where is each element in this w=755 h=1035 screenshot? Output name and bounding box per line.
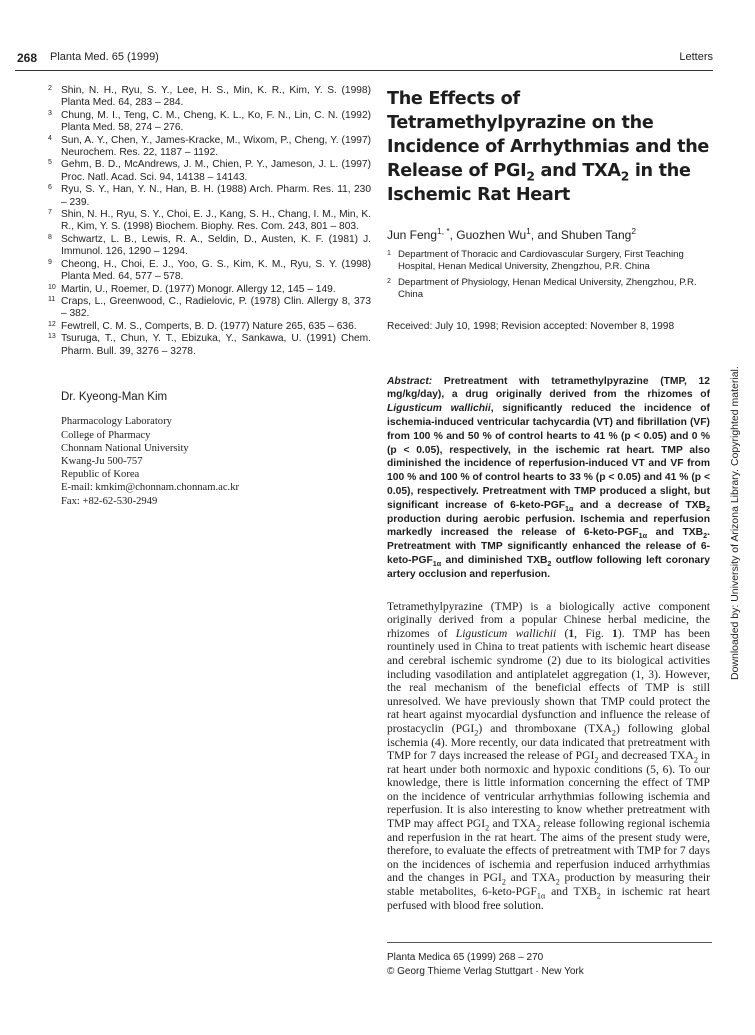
reference-item xyxy=(46,296,371,321)
fax-line: Fax: +82-62-530-2949 xyxy=(61,495,158,507)
reference-text: Gehm, B. D., McAndrews, J. M., Chien, P. Y., Jameson, J. L. (1997) Proc. Natl. Acad. Sci. 94, 14138 – 14143. xyxy=(61,159,371,183)
reference-item xyxy=(46,159,371,184)
affiliation-1: 1 Department of Thoracic and Cardiovascular Surgery, First Teaching Hospital, Henan Medical University, Zhengzhou, P.R. China xyxy=(387,249,684,273)
address-line: Republic of Korea xyxy=(61,469,140,481)
right-column xyxy=(387,85,710,912)
author-list: Jun Feng$^{1, *}$, Guozhen Wu$^1$, and Shuben Tang$^2$ xyxy=(387,226,637,242)
reference-item xyxy=(46,209,371,234)
received-dates: Received: July 10, 1998; Revision accepted: November 8, 1998 xyxy=(387,320,675,332)
header-rule xyxy=(15,70,713,71)
reference-number: 5 xyxy=(48,159,52,167)
address-line: College of Pharmacy xyxy=(61,429,151,441)
reference-number: 9 xyxy=(48,258,52,266)
reference-number: 10 xyxy=(48,283,56,291)
correspondent-name: Dr. Kyeong-Man Kim xyxy=(61,390,168,403)
reference-text: Craps, L., Greenwood, C., Radielovic, P. (1978) Clin. Allergy 8, 373 – 382. xyxy=(61,295,371,320)
section-label: Letters xyxy=(679,51,713,63)
reference-item xyxy=(46,135,371,160)
reference-number: 3 xyxy=(48,109,52,117)
reference-item xyxy=(46,234,371,259)
reference-text: Ryu, S. Y., Han, Y. N., Han, B. H. (1988) Arch. Pharm. Res. 11, 230 – 239. xyxy=(61,184,371,208)
journal-citation: Planta Med. 65 (1999) xyxy=(50,51,159,63)
abstract-label: Abstract: xyxy=(387,375,433,387)
reference-item xyxy=(46,284,371,296)
reference-text: Chung, M. I., Teng, C. M., Cheng, K. L., Ko, F. N., Lin, C. N. (1992) Planta Med. 58, 274 – 276. xyxy=(61,109,371,134)
reference-item xyxy=(46,321,371,333)
reference-number: 13 xyxy=(48,333,56,341)
reference-number: 2 xyxy=(48,85,52,92)
reference-number: 11 xyxy=(48,295,56,303)
footer-copyright: © Georg Thieme Verlag Stuttgart · New York xyxy=(387,965,584,977)
reference-text: Fewtrell, C. M. S., Comperts, B. D. (1977) Nature 265, 635 – 636. xyxy=(61,320,357,332)
reference-number: 8 xyxy=(48,233,52,241)
correspondence-address xyxy=(46,391,371,508)
running-header xyxy=(15,51,713,67)
publication-footer xyxy=(387,951,584,978)
reference-text: Schwartz, L. B., Lewis, R. A., Seldin, D., Austen, K. F. (1981) J. Immunol. 126, 1290 – 1294. xyxy=(61,233,371,258)
watermark-text: Downloaded by: University of Arizona Library. Copyrighted material. xyxy=(729,366,741,680)
reference-item xyxy=(46,184,371,209)
address-line: Pharmacology Laboratory xyxy=(61,416,172,428)
reference-number: 6 xyxy=(48,184,52,192)
reference-item xyxy=(46,110,371,135)
email-line: E-mail: kmkim@chonnam.chonnam.ac.kr xyxy=(61,482,240,494)
reference-text: Sun, A. Y., Chen, Y., James-Kracke, M., Wixom, P., Cheng, Y. (1997) Neurochem. Res. 22, 1187 – 1192. xyxy=(61,134,371,159)
reference-item xyxy=(46,259,371,284)
footer-citation: Planta Medica 65 (1999) 268 – 270 xyxy=(387,952,544,963)
abstract: Abstract: Pretreatment with tetramethylpyrazine (TMP, 12 mg/kg/day), a drug originally derived from the rhizomes of Ligusticum wallichii, significantly reduced the incidence of ischemia-induced ventricular tachycardia (VT) and fibrillation (VF) from 100 % and 50 % of control hearts to 41 % (p < 0.05) and 0 % (p < 0.05), respectively, in the ischemic rat heart. TMP also diminished the incidence of reperfusion-induced VT and VF from 100 % and 100 % of control hearts to 33 % (p < 0.05) and 41 % (p < 0.05), respectively. Pretreatment with TMP produced a slight, but significant increase of $6-keto-PGF_{1\alpha}$ and a decrease of $TXB_2$ production during aerobic perfusion. Ischemia and reperfusion markedly increased the release of $6-keto-PGF_{1\alpha}$ and $TXB_2$. Pretreatment with TMP significantly enhanced the release of $6-keto-PGF_{1\alpha}$ and diminished $TXB_2$ outflow following left coronary artery occlusion and reperfusion. xyxy=(387,375,710,580)
reference-text: Shin, N. H., Ryu, S. Y., Choi, E. J., Kang, S. H., Chang, I. M., Min, K. R., Kim, Y. S. (1998) Biochem. Biophy. Res. Com. 243, 801 – 803. xyxy=(61,209,371,233)
reference-number: 12 xyxy=(48,320,56,328)
address-line: Chonnam National University xyxy=(61,442,189,454)
reference-text: Martin, U., Roemer, D. (1977) Monogr. Allergy 12, 145 – 149. xyxy=(61,283,336,295)
reference-item xyxy=(46,85,371,110)
affiliation-2: 2 Department of Physiology, Henan Medical University, Zhengzhou, P.R. China xyxy=(387,276,697,301)
reference-text: Shin, N. H., Ryu, S. Y., Lee, H. S., Min, K. R., Kim, Y. S. (1998) Planta Med. 64, 283 – 284. xyxy=(61,85,371,109)
body-paragraph: Tetramethylpyrazine (TMP) is a biologically active component originally derived from a popular Chinese herbal medicine, the rhizomes of Ligusticum wallichii (1, Fig. 1). TMP has been rountinely used in China to treat patients with ischemic heart disease and cerebral ischemic syndrome (2) due to its biological activities including vasodilation and antiplatelet aggregation (1, 3). However, the real mechanism of the beneficial effects of TMP is still unresolved. We have previously shown that TMP could protect the rat heart against myocardial dysfunction and influence the release of prostacyclin $(PGI_2)$ and thromboxane $(TXA_2)$ following global ischemia (4). More recently, our data indicated that pretreatment with TMP for 7 days increased the release of $PGI_2$ and decreased $TXA_2$ in rat heart under both normoxic and hypoxic conditions (5, 6). To our knowledge, there is little information concerning the effect of TMP on the incidence of ventricular arrhythmias following ischemia and reperfusion. It is also interesting to know whether pretreatment with TMP may affect $PGI_2$ and $TXA_2$ release following regional ischemia and reperfusion in the rat heart. The aims of the present study were, therefore, to evaluate the effects of pretreatment with TMP for 7 days on the incidences of ischemia and reperfusion induced arrhythmias and the changes in $PGI_2$ and $TXA_2$ production by measuring their stable metabolites, $6-keto-PGF_{1\alpha}$ and $TXB_2$ in ischemic rat heart perfused with blood free solution. xyxy=(387,599,711,912)
reference-number: 7 xyxy=(48,209,52,217)
article-title: The Effects of Tetramethylpyrazine on the Incidence of Arrhythmias and the Release of $PGI_2$ and $TXA_2$ in the Ischemic Rat Heart xyxy=(387,89,710,205)
reference-item xyxy=(46,333,371,358)
footer-rule xyxy=(387,942,712,943)
reference-text: Tsuruga, T., Chun, Y. T., Ebizuka, Y., Sankawa, U. (1991) Chem. Pharm. Bull. 39, 3276 – 3278. xyxy=(61,333,371,357)
reference-list xyxy=(46,85,371,358)
reference-number: 4 xyxy=(48,134,52,142)
download-watermark xyxy=(717,320,747,680)
left-column xyxy=(46,85,371,508)
reference-text: Cheong, H., Choi, E. J., Yoo, G. S., Kim, K. M., Ryu, S. Y. (1998) Planta Med. 64, 577 – 578. xyxy=(61,258,371,283)
address-line: Kwang-Ju 500-757 xyxy=(61,455,143,467)
page-number: 268 xyxy=(17,51,38,65)
